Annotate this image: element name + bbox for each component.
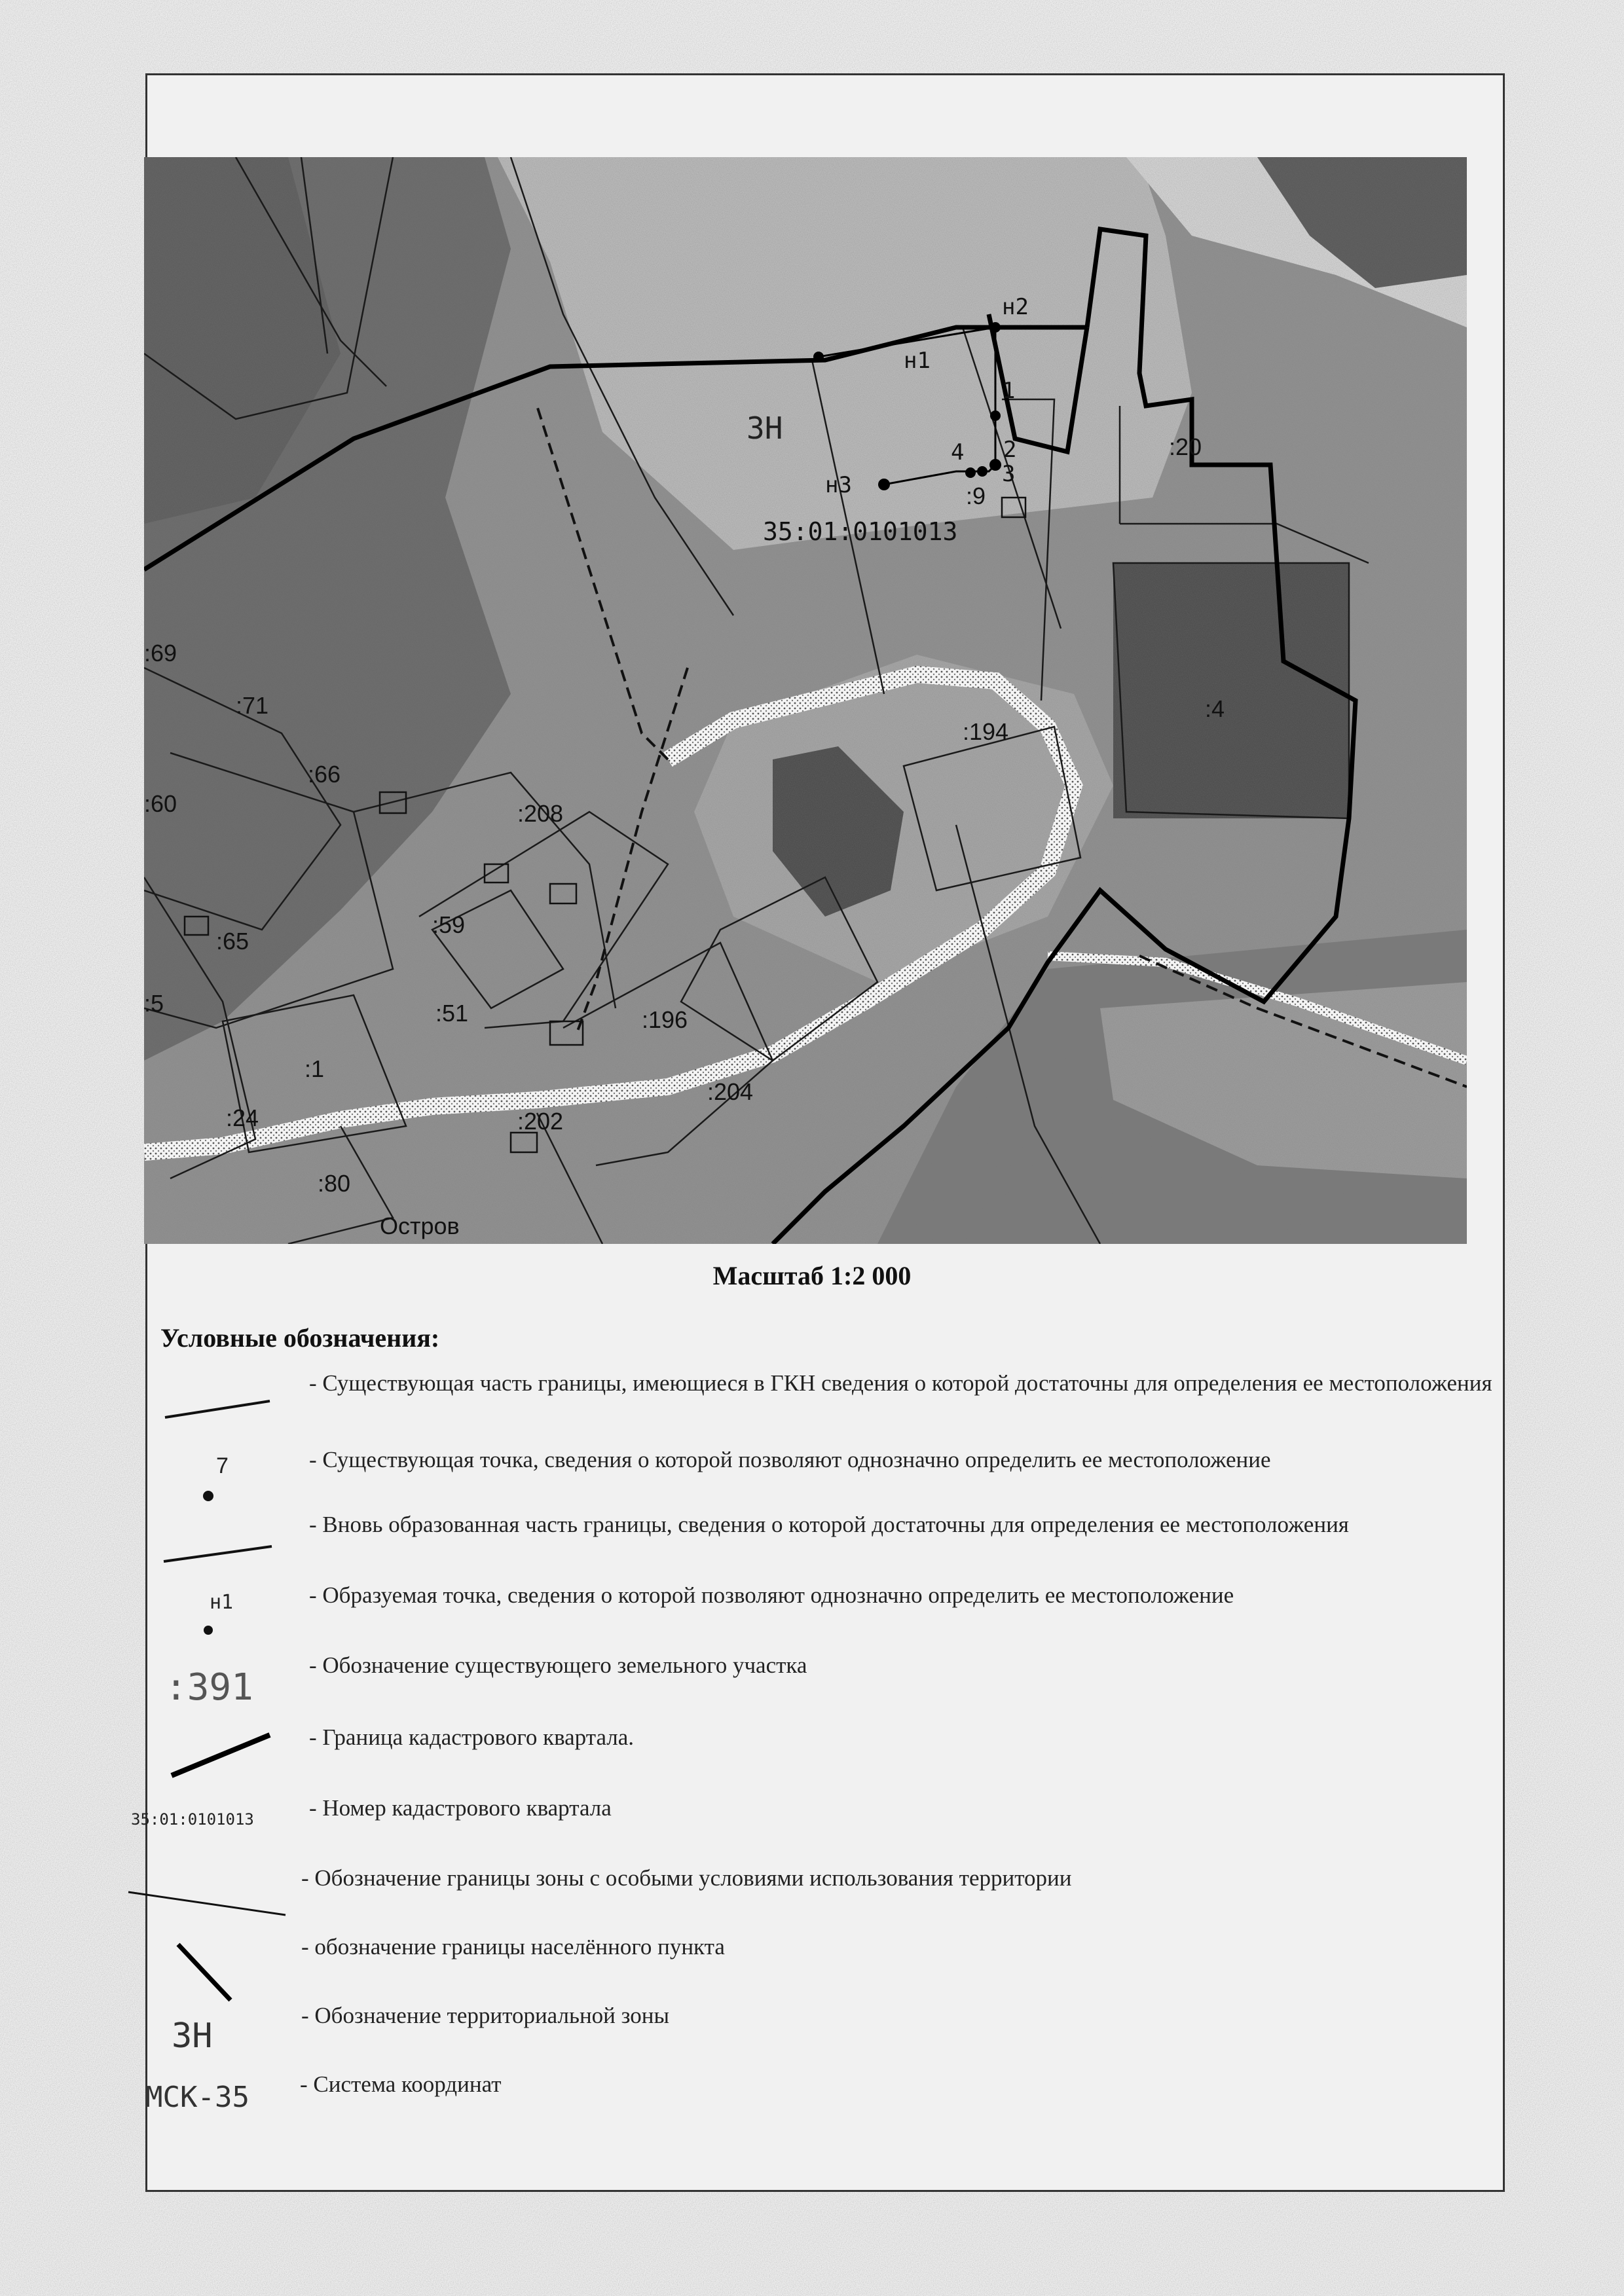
legend-item-text: - Система координат (300, 2071, 502, 2097)
label-n3: н3 (825, 472, 852, 498)
coordinate-system-icon: МСК-35 (145, 2081, 249, 2114)
legend-item-text: - обозначение границы населённого пункта (301, 1934, 725, 1959)
parcel-label: :20 (1169, 433, 1202, 460)
legend-item-text: - Вновь образованная часть границы, сведения о которой достаточны для определения ее местоположения (309, 1512, 1349, 1537)
dot-icon (203, 1491, 213, 1501)
parcel-label: :9 (966, 483, 986, 509)
parcel-label-icon: :391 (165, 1666, 253, 1709)
place-name: Остров (380, 1212, 460, 1239)
parcel-label: :204 (707, 1078, 754, 1105)
existing-point-label: 7 (216, 1453, 229, 1478)
legend-item-text: - Обозначение территориальной зоны (301, 2003, 670, 2028)
label-2: 2 (1003, 437, 1017, 463)
legend-item-text: - Существующая часть границы, имеющиеся в ГКН сведения о которой достаточны для определения ее местоположения (309, 1370, 1492, 1396)
legend-item-text: - Обозначение существующего земельного участка (309, 1652, 807, 1678)
parcel-label: :71 (236, 692, 269, 719)
zone-label: ЗН (747, 410, 783, 446)
parcel-label: :51 (435, 1000, 469, 1027)
label-4: 4 (951, 439, 965, 465)
scale-label: Масштаб 1:2 000 (712, 1261, 912, 1290)
parcel-label: :202 (517, 1108, 564, 1135)
legend-item-text: - Граница кадастрового квартала. (309, 1724, 635, 1750)
parcel-label: :66 (308, 761, 341, 788)
thick-line-icon (172, 1735, 270, 1776)
thin-line-icon (128, 1892, 286, 1915)
legend-title: Условные обозначения: (160, 1323, 440, 1353)
label-3: 3 (1002, 461, 1016, 487)
legend-item-text: - Обозначение границы зоны с особыми условиями использования территории (301, 1865, 1072, 1891)
zone-label-icon: ЗН (172, 2016, 213, 2056)
parcel-label: :24 (226, 1104, 259, 1131)
parcel-label: :196 (642, 1006, 688, 1033)
label-1: 1 (1002, 378, 1016, 404)
parcel-label: :65 (216, 928, 249, 955)
parcel-label: :194 (963, 718, 1009, 745)
parcel-label: :5 (144, 990, 164, 1017)
parcel-label: :208 (517, 800, 564, 827)
legend-item-text: - Существующая точка, сведения о которой позволяют однозначно определить ее местоположение (309, 1447, 1271, 1472)
legend-item-text: - Образуемая точка, сведения о которой позволяют однозначно определить ее местоположение (309, 1582, 1234, 1608)
thin-line-icon (164, 1546, 272, 1561)
parcel-label: :69 (144, 640, 177, 666)
dot-icon (204, 1626, 213, 1635)
quarter-number-icon: 35:01:0101013 (131, 1810, 254, 1829)
label-n1: н1 (904, 348, 931, 374)
parcel-label: :1 (304, 1055, 325, 1082)
new-point-label: н1 (210, 1591, 234, 1614)
parcel-label: :4 (1205, 695, 1225, 722)
parcel-label: :60 (144, 790, 177, 817)
label-n2: н2 (1002, 294, 1029, 320)
legend-item-text: - Номер кадастрового квартала (309, 1795, 612, 1821)
thin-line-icon (165, 1401, 270, 1417)
parcel-label: :80 (318, 1170, 351, 1197)
parcel-label: :59 (432, 911, 466, 938)
diagonal-line-icon (178, 1944, 231, 2000)
quarter-number-label: 35:01:0101013 (763, 517, 958, 546)
